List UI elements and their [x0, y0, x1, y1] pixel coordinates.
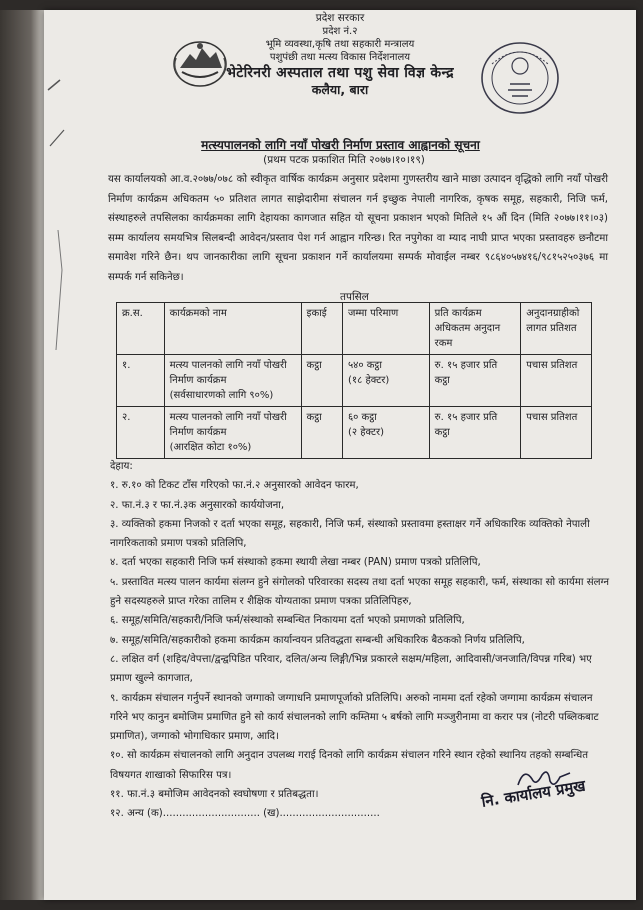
col-cost-share: अनुदानग्राहीको लागत प्रतिशत [521, 303, 592, 355]
program-quota: (आरक्षित कोटा १०%) [169, 442, 252, 453]
table-row [117, 407, 592, 459]
header-location: कलैया, बारा [311, 82, 369, 97]
col-serial: क्र.स. [117, 303, 165, 355]
quantity-kattha: ६० कट्ठा [347, 412, 377, 423]
row-quantity [342, 407, 429, 459]
photo-margin [0, 10, 44, 900]
list-item: १. रु.१० को टिकट टाँस गरिएको फा.नं.२ अनुसारको आवेदन फारम, [110, 480, 359, 492]
list-item: ४. दर्ता भएका सहकारी निजि फर्म संस्थाको हकमा स्थायी लेखा नम्बर (PAN) प्रमाण पत्रको प्रतिलिपि, [110, 557, 481, 569]
table-header-row [117, 303, 592, 355]
notice-document [44, 10, 636, 900]
col-program: कार्यक्रमको नाम [164, 303, 301, 355]
letterhead [44, 12, 636, 98]
header-ministry: भूमि व्यवस्था,कृषि तथा सहकारी मन्त्रालय [265, 39, 415, 50]
program-name: मत्स्य पालनको लागि नयाँ पोखरी निर्माण कार्यक्रम [169, 360, 287, 386]
header-government: प्रदेश सरकार [315, 12, 365, 24]
list-item: १२. अन्य (क).............................. (ख)............................... [110, 808, 380, 820]
col-quantity: जम्मा परिमाण [342, 303, 429, 355]
header-directorate: पशुपंछी तथा मत्स्य विकास निर्देशनालय [269, 52, 411, 63]
schedule-table [116, 302, 592, 459]
list-item: ७. समूह/समिति/सहकारीको हकमा कार्यक्रम कार्यान्वयन प्रतिवद्धता सम्बन्धी अधिकारिक बैठकको निर्णय प्रतिलिपि, [110, 634, 525, 646]
list-item: १०. सो कार्यक्रम संचालनको लागि अनुदान उपलब्ध गराई दिनको लागि कार्यक्रम संचालन गरिने स्थान रहेको स्थानिय तहको सम्बन्धित विषयगत शाखाको सिफारिस पत्र। [110, 750, 589, 781]
list-item: ११. फा.नं.३ बमोजिम आवेदनको स्वघोषणा र प्रतिबद्धता। [110, 789, 319, 801]
row-program [164, 407, 301, 459]
col-max-grant: प्रति कार्यक्रम अधिकतम अनुदान रकम [429, 303, 521, 355]
quantity-hectare: (१८ हेक्टर) [347, 375, 390, 386]
row-grant: रु. १५ हजार प्रति कट्ठा [429, 407, 521, 459]
publication-date: (प्रथम पटक प्रकाशित मिति २०७७।१०।१९) [263, 154, 425, 166]
list-item: ९. कार्यक्रम संचालन गर्नुपर्ने स्थानको जग्गाको जग्गाधनि प्रमाणपूर्जाको प्रतिलिपि। अरुको नाममा दर्ता रहेको जग्गामा कार्यक्रम संचालन गरिने भए कानुन बमोजिम प्रमाणित हुने सो कार्य संचालनको लागि कम्तिमा ५ बर्षको लागि मञ्जुरीनामा वा करार पत्र (नोटरी पब्लिकबाट प्रमाणित), जग्गाको भोगाधिकार प्रमाण, आदि। [110, 692, 599, 743]
list-item: ५. प्रस्तावित मत्स्य पालन कार्यमा संलग्न हुने संगोलको परिवारका सदस्य तथा दर्ता भएका समूह सहकारी, फर्म, संस्थाका सो कार्यमा संलग्न हुने सदस्यहरुले प्राप्त गरेका तालिम र शैक्षिक योग्यताका प्रमाण पत्रका प्रतिलिपिहरु, [110, 576, 610, 608]
notice-title: मत्स्यपालनको लागि नयाँ पोखरी निर्माण प्रस्ताव आह्वानको सूचना [201, 138, 480, 152]
row-share: पचास प्रतिशत [521, 407, 592, 459]
quantity-kattha: ५४० कट्ठा [347, 360, 382, 371]
list-item: ८. लक्षित वर्ग (शहिद/वेपत्ता/द्वन्द्वपिडित परिवार, दलित/अन्य लिङ्गी/भिन्न प्रकारले सक्षम/महिला, आदिवासी/जनजाति/विपन्न गरिब) भए प्रमाण खुल्ने कागजात, [110, 653, 592, 685]
row-quantity [342, 355, 429, 407]
schedule-caption: तपसिल [340, 291, 369, 303]
table-row [117, 355, 592, 407]
notice-body: यस कार्यालयको आ.व.२०७७/०७८ को स्वीकृत वार्षिक कार्यक्रम अनुसार प्रदेशमा गुणस्तरीय खाने माछा उत्पादन वृद्धिको लागि नयाँ पोखरी निर्माण कार्यक्रम अधिकतम ५० प्रतिशत लागत साझेदारीमा संचालन गर्न इच्छुक नेपाली नागरिक, कृषक समूह, सहकारी, निजि फर्म, संस्थाहरुले तपसिलका कार्यक्रमका लागि देहायका कागजात सहित यो सूचना प्रकाशन भएको मितिले १५ औं दिन (मिति २०७७।११।०३) सम्म कार्यालय समयभित्र सिलबन्दी आवेदन/प्रस्ताव पेश गर्न आह्वान गरिन्छ। रित नपुगेका वा म्याद नाघी प्राप्त भएका प्रस्तावहरु छनौटमा समावेश गरिने छैन। थप जानकारीका लागि सूचना प्रकाशन गर्ने कार्यालयमा सम्पर्क मोवाईल नम्बर ९८६४०५७४१६/९८१५२५०३७६ मा सम्पर्क गर्न सकिनेछ। [108, 174, 608, 283]
list-item: ३. व्यक्तिको हकमा निजको र दर्ता भएका समूह, सहकारी, निजि फर्म, संस्थाको प्रस्तावमा हस्ताक्षर गर्ने अधिकारिक व्यक्तिको नेपाली नागरिकताको प्रमाण पत्रको प्रतिलिपि, [110, 518, 590, 550]
row-share: पचास प्रतिशत [521, 355, 592, 407]
list-item: ६. समूह/समिति/सहकारी/निजि फर्म/संस्थाको सम्बन्धित निकायमा दर्ता भएको प्रमाणको प्रतिलिपि, [110, 615, 465, 627]
program-quota: (सर्वसाधारणको लागि ९०%) [169, 390, 274, 401]
signatory-title: नि. कार्यालय प्रमुख [480, 776, 587, 811]
list-item: २. फा.नं.३ र फा.नं.३क अनुसारको कार्ययोजना, [110, 499, 285, 511]
row-program [164, 355, 301, 407]
program-name: मत्स्य पालनको लागि नयाँ पोखरी निर्माण कार्यक्रम [169, 412, 287, 438]
row-unit: कट्ठा [301, 355, 342, 407]
col-unit: इकाई [301, 303, 342, 355]
quantity-hectare: (२ हेक्टर) [347, 427, 385, 438]
header-province: प्रदेश नं.२ [322, 26, 358, 37]
row-grant: रु. १५ हजार प्रति कट्ठा [429, 355, 521, 407]
row-unit: कट्ठा [301, 407, 342, 459]
row-serial: २. [117, 407, 165, 459]
row-serial: १. [117, 355, 165, 407]
pencil-marks [44, 50, 82, 380]
documents-heading: देहाय: [110, 461, 133, 472]
header-office: भेटेरिनरी अस्पताल तथा पशु सेवा विज्ञ केन्द्र [226, 65, 454, 81]
